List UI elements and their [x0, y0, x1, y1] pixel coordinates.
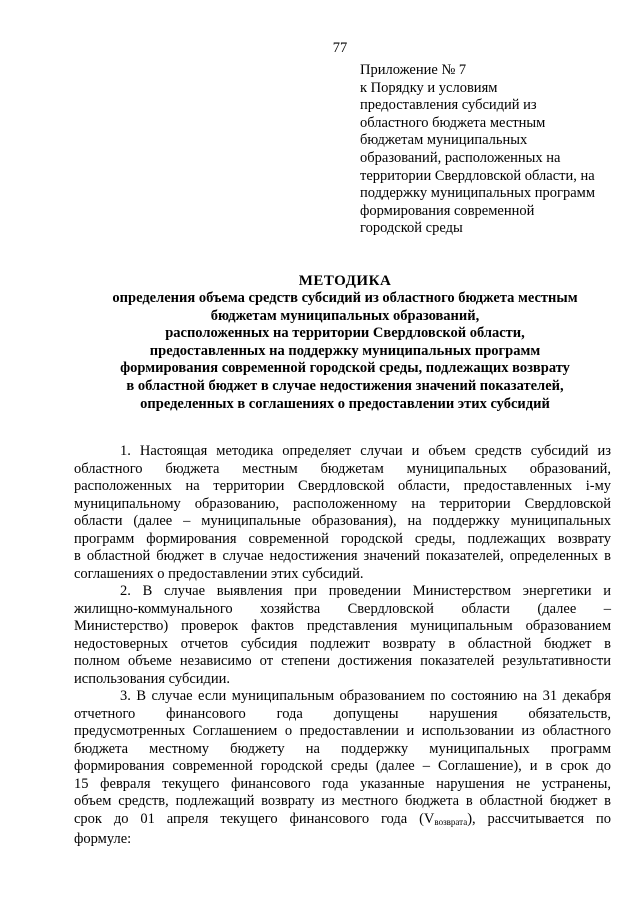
- page-number: 77: [332, 40, 348, 56]
- subtitle-line: бюджетам муниципальных образований,: [210, 307, 480, 324]
- document-title: МЕТОДИКА: [298, 273, 392, 289]
- paragraph-3: [74, 688, 611, 849]
- paragraph-line: муниципальному образованию, расположенному на территории Свердловской: [74, 495, 611, 512]
- paragraph-line-end: ), рассчитывается по: [467, 810, 611, 827]
- paragraph-line: предусмотренных Соглашением о предоставлении и использовании из областного: [74, 723, 611, 739]
- paragraph-line: 2. В случае выявления при проведении Министерством энергетики и: [120, 583, 611, 599]
- annex-header: [360, 62, 622, 238]
- document-subtitle: [70, 290, 620, 413]
- annex-line: Приложение № 7: [360, 62, 467, 78]
- paragraph-line: объем средств, подлежащий возврату из местного бюджета в областной бюджет в: [74, 793, 611, 809]
- paragraph-line: программ формирования современной городской среды, подлежащих возврату: [74, 530, 611, 547]
- title-block: [70, 272, 620, 413]
- subtitle-line: формирования современной городской среды, подлежащих возврату: [120, 360, 570, 377]
- annex-line: территории Свердловской области, на: [360, 167, 595, 184]
- paragraph-2: [74, 583, 611, 688]
- annex-line: предоставления субсидий из: [360, 97, 537, 114]
- annex-line: городской среды: [360, 220, 463, 237]
- paragraph-line: соглашениях о предоставлении этих субсидий.: [74, 565, 364, 582]
- paragraph-line: в областной бюджет в случае недостижения значений показателей, определенных в: [74, 548, 611, 564]
- paragraph-line: недостоверных отчетов субсидия подлежит возврату в областной бюджет в: [74, 635, 611, 652]
- paragraph-line: 3. В случае если муниципальным образованием по состоянию на 31 декабря: [120, 688, 611, 704]
- paragraph-line: 15 февраля текущего финансового года указанные нарушения не устранены,: [74, 775, 611, 792]
- paragraph-line: расположенных на территории Свердловской области, предоставленных i-му: [74, 478, 611, 494]
- paragraph-line: формирования современной городской среды (далее – Соглашение), и в срок до: [74, 758, 611, 774]
- subtitle-line: определенных в соглашениях о предоставлении этих субсидий: [140, 395, 550, 412]
- paragraph-line: области (далее – муниципальные образования), на поддержку муниципальных: [74, 513, 611, 529]
- annex-line: поддержку муниципальных программ: [360, 185, 596, 202]
- subtitle-line: в областной бюджет в случае недостижения значений показателей,: [126, 377, 564, 394]
- paragraph-1: [74, 443, 611, 583]
- paragraph-line-with-formula-ref: [74, 811, 611, 832]
- paragraph-line: 1. Настоящая методика определяет случаи и объем средств субсидий из: [120, 443, 611, 459]
- annex-line: областного бюджета местным: [360, 114, 546, 131]
- v-subscript: возврата: [434, 816, 468, 827]
- annex-line: формирования современной: [360, 202, 535, 219]
- annex-line: к Порядку и условиям: [360, 79, 498, 96]
- paragraph-line-start: срок до 01 апреля текущего финансового года (V: [74, 810, 435, 827]
- subtitle-line: определения объема средств субсидий из областного бюджета местным: [112, 290, 578, 306]
- paragraph-line: полном объеме независимо от степени достижения показателей результативности: [74, 653, 611, 669]
- paragraph-line: жилищно-коммунального хозяйства Свердловской области (далее –: [74, 600, 611, 617]
- paragraph-line: областного бюджета местным бюджетам муниципальных образований,: [74, 460, 611, 477]
- paragraph-line: бюджета местному бюджету на поддержку муниципальных программ: [74, 740, 611, 757]
- subtitle-line: предоставленных на поддержку муниципальных программ: [149, 342, 541, 359]
- paragraph-line: формуле:: [74, 831, 132, 847]
- paragraph-line: использования субсидии.: [74, 670, 231, 687]
- subtitle-line: расположенных на территории Свердловской области,: [165, 325, 525, 342]
- paragraph-line: Министерство) проверок фактов представления муниципальным образованием: [74, 618, 611, 634]
- annex-line: образований, расположенных на: [360, 149, 561, 166]
- paragraph-line: отчетного финансового года допущены нарушения обязательств,: [74, 705, 611, 722]
- document-body: [74, 443, 611, 849]
- annex-line: бюджетам муниципальных: [360, 132, 528, 149]
